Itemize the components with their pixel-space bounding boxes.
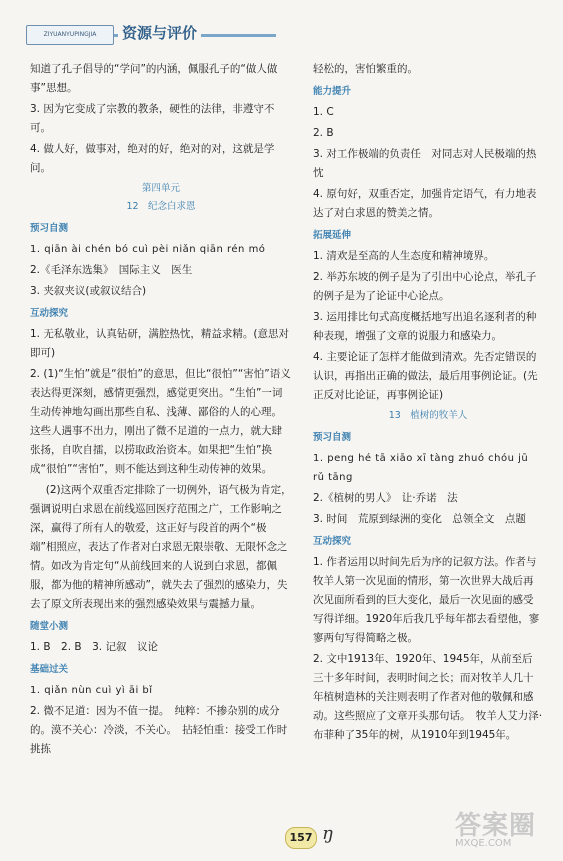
section-heading: 互动探究 xyxy=(30,308,69,319)
answer-line: 2. 举苏东坡的例子是为了引出中心论点，举孔子的例子是为了论证中心论点。 xyxy=(313,271,537,302)
answer-line: 2. (1)“生怕”就是“很怕”的意思，但比“很怕”“害怕”语义表达得更深刻，感情更强烈，感觉更突出。“生怕”一词生动传神地勾画出那些自私、浅薄、鄙俗的人的心理。这些人遇事不出力，刚出了微不足道的一点力，就大肆张扬，自吹自擂，以捞取政治资本。如果把“生怕”换成“很怕”“害怕”，则不能达到这种生动传神的效果。 xyxy=(30,368,291,475)
section-heading: 预习自测 xyxy=(30,223,69,234)
answer-line: 1. 作者运用以时间先后为序的记叙方法。作者与牧羊人第一次见面的情形，第一次世界大战后再次见面所看到的巨大变化，最后一次见面的感受写得详细。1920年后我几乎每年都去看望他，寥寥两句写得简略之极。 xyxy=(313,556,540,644)
section-heading: 拓展延伸 xyxy=(313,230,352,241)
answer-line: 4. 做人好，做事对，绝对的好，绝对的对，这就是学问。 xyxy=(30,143,275,174)
header-tag: ZIYUANYUPINGJIA xyxy=(26,25,114,45)
handwriting-mark: ŋ xyxy=(322,823,334,844)
answer-line: 1. 清欢是至高的人生态度和精神境界。 xyxy=(313,250,495,262)
left-column xyxy=(30,60,292,761)
answer-line: 2. B xyxy=(313,127,334,139)
answer-line: 4. 原句好，双重否定，加强肯定语气，有力地表达了对白求恩的赞美之情。 xyxy=(313,188,537,219)
section-heading: 能力提升 xyxy=(313,86,352,97)
answer-line: 3. 时间 荒原到绿洲的变化 总领全文 点题 xyxy=(313,513,526,525)
section-heading: 随堂小测 xyxy=(30,621,69,632)
page-header xyxy=(26,22,276,50)
answer-line: 1. 无私敬业，认真钻研，满腔热忱，精益求精。(意思对即可) xyxy=(30,328,289,359)
answer-line: 2. 文中1913年、1920年、1945年，从前至后三十多年时间，表明时间之长；而对牧羊人几十年植树造林的关注则表明了作者对他的敬佩和感动。这些照应了文章开头那句话。 牧羊人艾力泽·布菲种了35年的树，从1910年到1945年。 xyxy=(313,653,543,741)
answer-line: 3. 因为它变成了宗教的教条，硬性的法律，非遵守不可。 xyxy=(30,103,275,134)
answer-line: 轻松的，害怕繁重的。 xyxy=(313,63,418,75)
lesson-title: 13 植树的牧羊人 xyxy=(388,410,468,421)
answer-line: 1. C xyxy=(313,106,334,118)
watermark-logo xyxy=(455,805,555,855)
unit-title: 第四单元 xyxy=(141,183,180,194)
watermark-url: MXQE.COM xyxy=(455,838,512,849)
answer-line: 3. 运用排比句式高度概括地写出追名逐利者的种种表现，增强了文章的说服力和感染力。 xyxy=(313,311,537,342)
section-heading: 基础过关 xyxy=(30,664,69,675)
answer-line: (2)这两个双重否定排除了一切例外，语气极为肯定，强调说明白求恩在前线巡回医疗范围之广，工作影响之深，赢得了所有人的敬爱，这正好与段首的两个“极端”相照应，表达了作者对白求恩无限崇敬、无限怀念之情。如改为肯定句“从前线回来的人说到白求恩，都佩服，都为他的精神所感动”，就失去了强烈的感染力，失去了原文所表现出来的强烈感染效果与震撼力量。 xyxy=(30,484,292,610)
header-title: 资源与评价 xyxy=(118,22,201,43)
answer-line: 2.《植树的男人》 让·乔诺 法 xyxy=(313,492,458,504)
answer-line: 4. 主要论证了怎样才能做到清欢。先否定错误的认识，再指出正确的做法，最后用事例论证。(先正反对比论证，再事例论证) xyxy=(313,351,538,401)
right-column xyxy=(313,60,543,747)
section-heading: 预习自测 xyxy=(313,432,352,443)
answer-line: 1. peng hé tā xiāo xī tàng zhuó chóu jū rǔ tāng xyxy=(313,453,529,483)
watermark-text: 答案圈 xyxy=(455,811,537,841)
answer-line: 1. qiǎn nùn cuì yì āi bǐ xyxy=(30,685,153,696)
answer-line: 2. 微不足道：因为不值一提。 纯粹：不掺杂别的成分的。漠不关心：冷淡，不关心。 拈轻怕重：接受工作时挑拣 xyxy=(30,705,288,755)
answer-line: 1. B 2. B 3. 记叙 议论 xyxy=(30,641,158,653)
page-number: 157 xyxy=(285,827,317,849)
answer-line: 2.《毛泽东选集》 国际主义 医生 xyxy=(30,264,193,276)
section-heading: 互动探究 xyxy=(313,536,352,547)
answer-line: 3. 对工作极端的负责任 对同志对人民极端的热忱 xyxy=(313,148,537,179)
answer-line: 1. qiān ài chén bó cuì pèi niǎn qiān rén mó xyxy=(30,244,266,255)
answer-line: 3. 夹叙夹议(或叙议结合) xyxy=(30,285,147,297)
answer-line: 知道了孔子倡导的“学问”的内涵，佩服孔子的“做人做事”思想。 xyxy=(30,63,278,94)
lesson-title: 12 纪念白求恩 xyxy=(126,201,196,212)
